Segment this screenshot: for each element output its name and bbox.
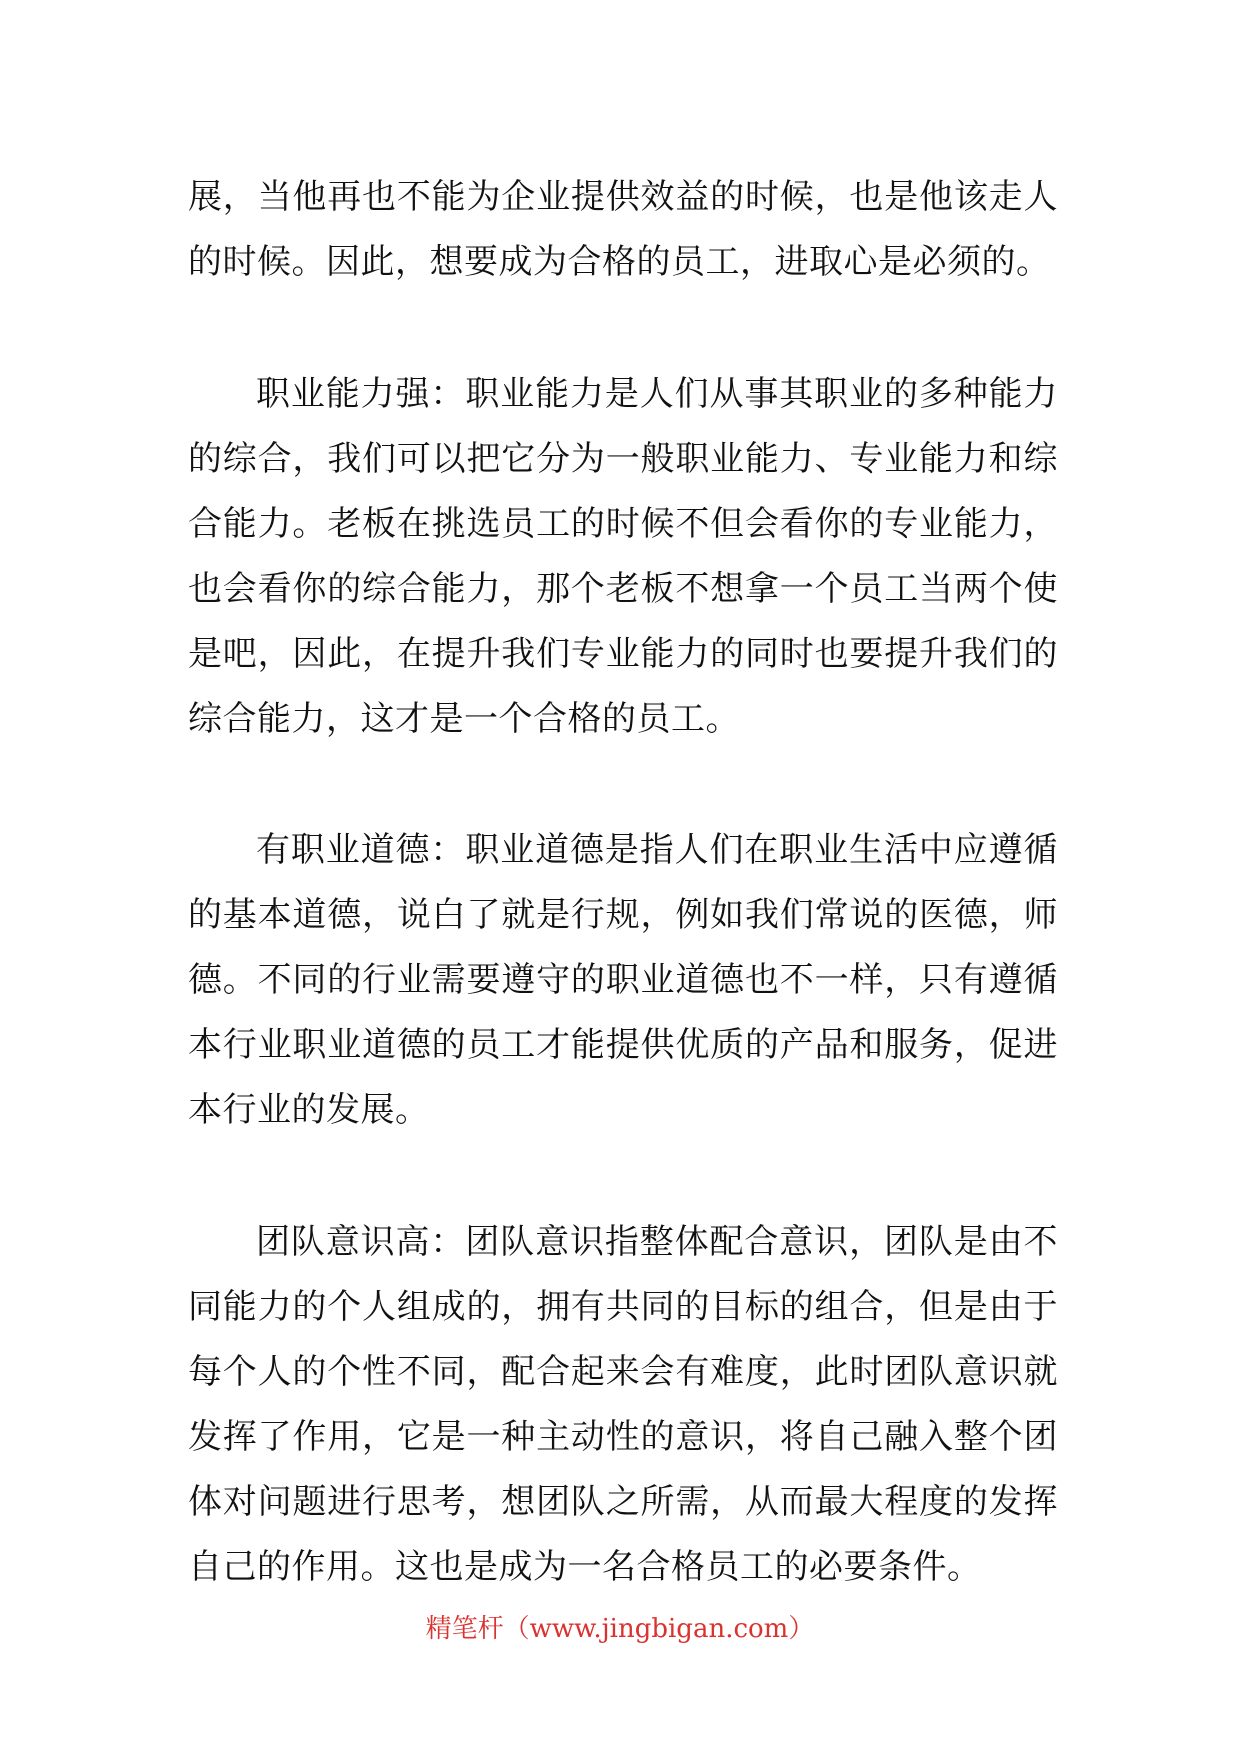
footer-watermark: 精笔杆（www.jingbigan.com） <box>425 1614 815 1644</box>
paragraph-continuation: 展，当他再也不能为企业提供效益的时候，也是他该走人的时候。因此，想要成为合格的员工，进取心是必须的。 <box>188 177 1058 282</box>
paragraph-team-awareness: 团队意识高：团队意识指整体配合意识，团队是由不同能力的个人组成的，拥有共同的目标的组合，但是由于每个人的个性不同，配合起来会有难度，此时团队意识就发挥了作用，它是一种主动性的意识，将自己融入整个团体对问题进行思考，想团队之所需，从而最大程度的发挥自己的作用。这也是成为一名合格员工的必要条件。 <box>188 1222 1058 1587</box>
paragraph-professional-ability: 职业能力强：职业能力是人们从事其职业的多种能力的综合，我们可以把它分为一般职业能力、专业能力和综合能力。老板在挑选员工的时候不但会看你的专业能力，也会看你的综合能力，那个老板不想拿一个员工当两个使是吧，因此，在提升我们专业能力的同时也要提升我们的综合能力，这才是一个合格的员工。 <box>188 374 1058 739</box>
paragraph-professional-ethics: 有职业道德：职业道德是指人们在职业生活中应遵循的基本道德，说白了就是行规，例如我们常说的医德，师德。不同的行业需要遵守的职业道德也不一样，只有遵循本行业职业道德的员工才能提供优质的产品和服务，促进本行业的发展。 <box>188 830 1058 1130</box>
